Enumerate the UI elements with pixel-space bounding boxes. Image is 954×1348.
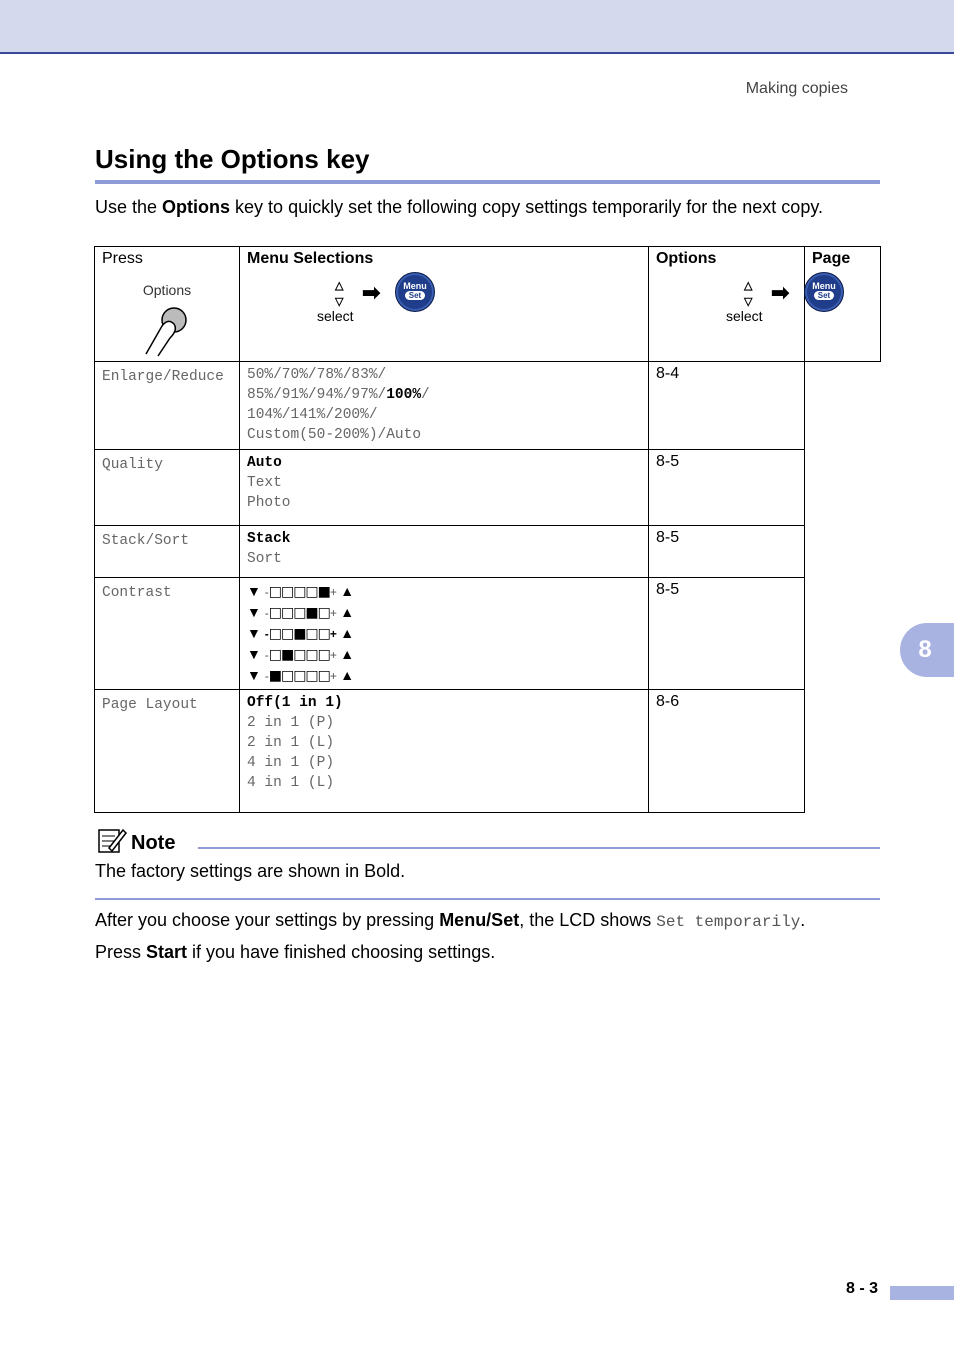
options-key-name: Options xyxy=(162,197,231,217)
plus-sign: + xyxy=(329,648,341,662)
intro-paragraph: Use the Options key to quickly set the following copy settings temporarily for the next copy. xyxy=(95,197,823,217)
down-triangle-icon: ▼ xyxy=(247,583,265,599)
option-text: 4 in 1 (P) xyxy=(247,755,335,771)
page-ref-cell: 8-4 xyxy=(648,362,804,450)
option-line xyxy=(247,425,641,445)
minus-sign: - xyxy=(264,648,269,662)
contrast-bar: □□□□■ xyxy=(268,584,330,600)
note-rule xyxy=(198,847,880,849)
table-row xyxy=(95,450,881,526)
table-header-row xyxy=(95,247,881,362)
page-ref-cell: 8-5 xyxy=(648,526,804,578)
note-text: The factory settings are shown in Bold. xyxy=(95,861,406,881)
contrast-level xyxy=(247,602,641,623)
page-ref-cell: 8-5 xyxy=(648,450,804,526)
page-number: 8 - 3 xyxy=(846,1280,879,1297)
option-text: / xyxy=(421,387,430,403)
menu-selection-cell xyxy=(95,690,240,813)
page-title: Using the Options key xyxy=(95,144,370,174)
menu-selection-cell xyxy=(95,362,240,450)
page-header: Page xyxy=(805,247,881,362)
option-line xyxy=(247,773,641,793)
menu-selections-header: Menu Selections △ ▽ select ➡ Menu Set xyxy=(240,247,649,362)
option-text: Custom(50-200%)/Auto xyxy=(247,427,422,443)
section-header: Making copies xyxy=(745,80,848,97)
lcd-message: Set temporarily xyxy=(656,913,801,931)
options-cell xyxy=(240,526,649,578)
down-triangle-icon: ▼ xyxy=(247,667,265,683)
page-ref-cell: 8-5 xyxy=(648,578,804,690)
minus-sign: - xyxy=(264,669,269,683)
option-line xyxy=(247,753,641,773)
option-line xyxy=(247,405,641,425)
contrast-bar: ■□□□□ xyxy=(268,668,330,684)
option-line xyxy=(247,549,641,569)
table-row xyxy=(95,362,881,450)
up-triangle-icon: ▲ xyxy=(340,667,355,683)
option-line xyxy=(247,453,641,473)
note-end-rule xyxy=(95,898,880,900)
option-text: Text xyxy=(247,475,282,491)
options-cell xyxy=(240,690,649,813)
option-text: Sort xyxy=(247,551,282,567)
options-table xyxy=(94,246,881,813)
up-triangle-icon: ▲ xyxy=(340,583,355,599)
select-control-graphic xyxy=(656,268,836,328)
plus-sign: + xyxy=(329,669,341,683)
menu-selection-text: Stack/Sort xyxy=(102,533,190,549)
table-row xyxy=(95,526,881,578)
up-triangle-icon: ▲ xyxy=(340,625,355,641)
page-number-bar xyxy=(890,1286,954,1300)
option-line xyxy=(247,693,641,713)
title-underline xyxy=(95,180,880,184)
contrast-level xyxy=(247,581,641,602)
note-title: Note xyxy=(131,832,176,854)
option-text: 85%/91%/94%/97%/ xyxy=(247,387,387,403)
option-line xyxy=(247,365,641,385)
right-arrow-icon: ➡ xyxy=(362,280,381,305)
up-down-arrow-icon: △ ▽ xyxy=(743,280,753,308)
table-row xyxy=(95,578,881,690)
contrast-bar: □□■□□ xyxy=(268,626,330,642)
option-default-text: Off(1 in 1) xyxy=(247,695,343,711)
menu-set-button-icon: Menu Set xyxy=(804,272,844,312)
note-pencil-icon xyxy=(97,826,127,854)
down-triangle-icon: ▼ xyxy=(247,646,265,662)
options-key-label: Options xyxy=(142,282,192,298)
up-triangle-icon: ▲ xyxy=(340,604,355,620)
menu-selection-cell xyxy=(95,578,240,690)
menu-selection-cell xyxy=(95,450,240,526)
option-default-text: Stack xyxy=(247,531,291,547)
table-row xyxy=(95,690,881,813)
option-line xyxy=(247,493,641,513)
options-header: Options △ ▽ select ➡ Menu Set xyxy=(648,247,804,362)
finger-press-icon xyxy=(132,298,212,358)
plus-sign: + xyxy=(329,627,341,641)
minus-sign: - xyxy=(264,606,269,620)
select-label: select xyxy=(725,308,763,324)
minus-sign: - xyxy=(264,627,269,641)
contrast-bar: □□□■□ xyxy=(268,605,330,621)
options-cell xyxy=(240,578,649,690)
menu-selection-text: Quality xyxy=(102,457,163,473)
menu-selection-text: Contrast xyxy=(102,585,172,601)
select-control-graphic xyxy=(247,268,641,328)
down-triangle-icon: ▼ xyxy=(247,604,265,620)
down-triangle-icon: ▼ xyxy=(247,625,265,641)
page-ref-cell: 8-6 xyxy=(648,690,804,813)
select-label: select xyxy=(317,308,354,324)
option-text: 2 in 1 (P) xyxy=(247,715,335,731)
top-band xyxy=(0,0,954,54)
up-down-arrow-icon: △ ▽ xyxy=(335,280,344,308)
options-cell xyxy=(240,362,649,450)
option-text: 4 in 1 (L) xyxy=(247,775,335,791)
plus-sign: + xyxy=(329,585,341,599)
options-rows xyxy=(95,362,881,813)
option-text: Photo xyxy=(247,495,291,511)
option-line xyxy=(247,713,641,733)
contrast-level xyxy=(247,665,641,686)
chapter-tab: 8 xyxy=(900,623,954,677)
option-line xyxy=(247,385,641,405)
option-text: 50%/70%/78%/83%/ xyxy=(247,367,387,383)
menu-selection-text: Enlarge/Reduce xyxy=(102,369,224,385)
contrast-level xyxy=(247,644,641,665)
up-triangle-icon: ▲ xyxy=(340,646,355,662)
instruction-paragraph-2: Press Start if you have finished choosing settings. xyxy=(95,942,496,962)
plus-sign: + xyxy=(329,606,341,620)
option-default-text: Auto xyxy=(247,455,282,471)
right-arrow-icon: ➡ xyxy=(770,280,790,305)
option-line xyxy=(247,473,641,493)
menu-set-button-icon: Menu Set xyxy=(395,272,435,312)
option-line xyxy=(247,529,641,549)
minus-sign: - xyxy=(264,585,269,599)
instruction-paragraph-1: After you choose your settings by pressing Menu/Set, the LCD shows Set temporarily. xyxy=(95,910,806,931)
menu-selection-text: Page Layout xyxy=(102,697,198,713)
contrast-level xyxy=(247,623,641,644)
menu-selection-cell xyxy=(95,526,240,578)
option-default-text: 100% xyxy=(386,387,422,403)
option-text: 2 in 1 (L) xyxy=(247,735,335,751)
contrast-bar: □■□□□ xyxy=(268,647,330,663)
option-line xyxy=(247,733,641,753)
options-cell xyxy=(240,450,649,526)
option-text: 104%/141%/200%/ xyxy=(247,407,378,423)
press-column: Press Options xyxy=(95,247,240,362)
